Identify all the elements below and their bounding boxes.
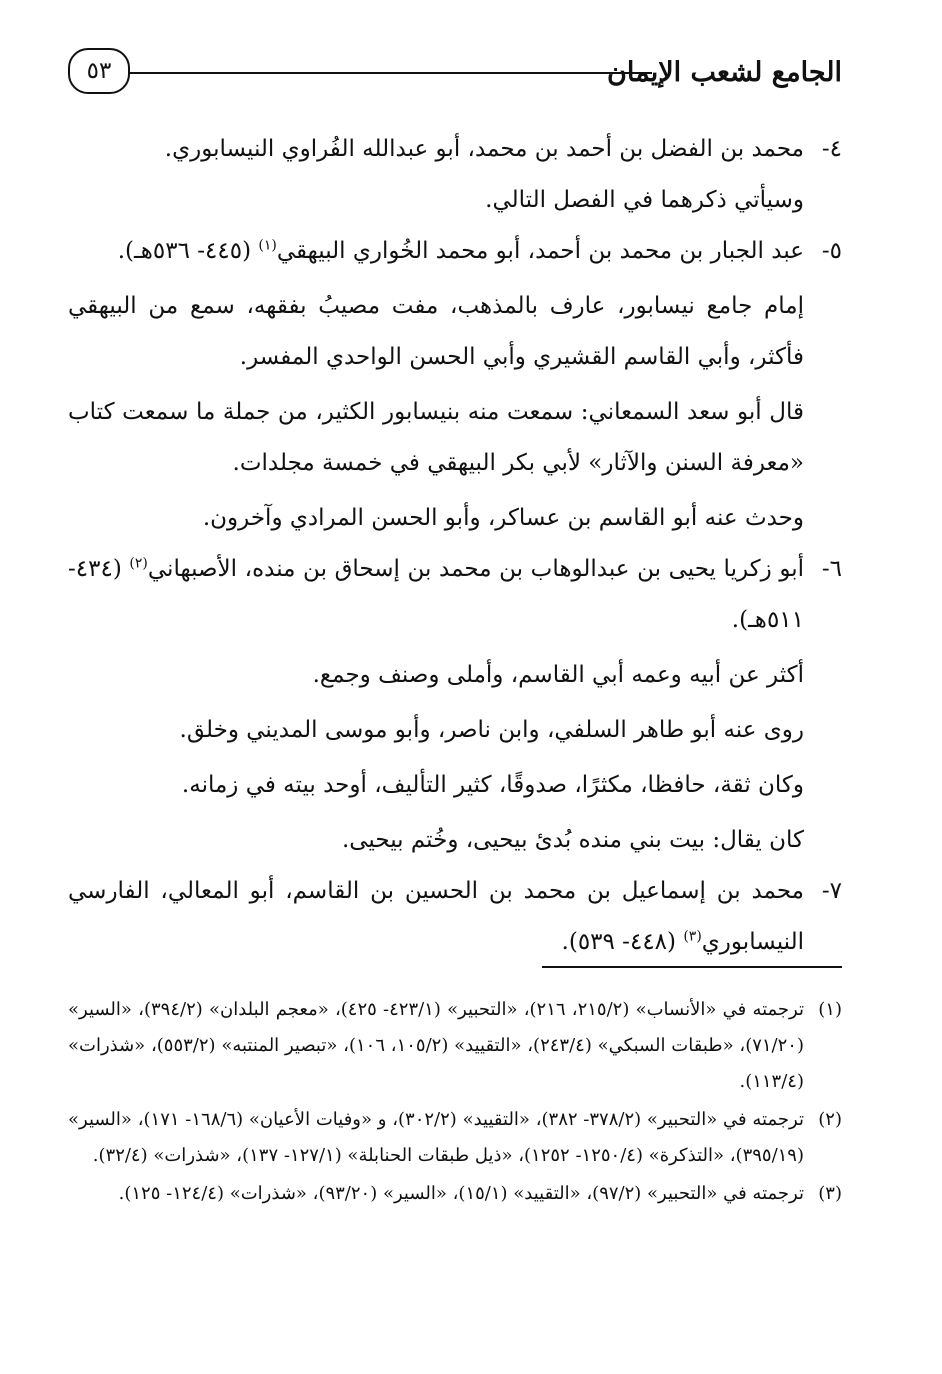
footnotes [68,992,842,1214]
footnote-number: (١) [818,999,842,1020]
entry-dates: (٤٣٤- ٥١١هـ). [68,556,804,633]
entry-5-paragraph: إمام جامع نيسابور، عارف بالمذهب، مفت مصيبُ بفقهه، سمع من البيهقي فأكثر، وأبي القاسم القشيري وأبي الحسن الواحدي المفسر. [68,293,804,370]
entry-5 [68,226,842,277]
entry-6-paragraph: وكان ثقة، حافظا، مكثرًا، صدوقًا، كثير التأليف، أوحد بيته في زمانه. [181,772,804,798]
footnote-3 [68,1176,842,1212]
entry-6-paragraph: روى عنه أبو طاهر السلفي، وابن ناصر، وأبو موسى المديني وخلق. [179,717,804,743]
footnote-ref: (٢) [129,555,148,572]
footnote-number: (٣) [818,1183,842,1204]
entry-dates: (٤٤٨- ٥٣٩). [561,929,684,955]
entry-text: أبو زكريا يحيى بن عبدالوهاب بن محمد بن إسحاق بن منده، الأصبهاني [147,556,804,582]
footnote-ref: (٣) [683,928,702,945]
entry-5-paragraph: وحدث عنه أبو القاسم بن عساكر، وأبو الحسن المرادي وآخرون. [202,505,804,531]
entry-6 [68,544,842,646]
entry-7 [68,866,842,968]
footnote-number: (٢) [818,1109,842,1130]
entry-number: ٧- [821,878,842,904]
running-header-title: الجامع لشعب الإيمان [607,57,842,88]
footnote-text: ترجمته في «التحبير» (٣٧٨/٢- ٣٨٢)، «التقييد» (٣٠٢/٢)، و «وفيات الأعيان» (١٦٨/٦- ١٧١)، «السير» (٣٩٥/١٩)، «التذكرة» (١٢٥٠/٤- ١٢٥٢)، «ذيل طبقات الحنابلة» (١٢٧/١- ١٣٧)، «شذرات» (٣٢/٤). [68,1109,804,1166]
page-number: ٥٣ [68,48,130,94]
footnote-divider [542,966,842,968]
header-divider [130,72,652,74]
entry-6-paragraph: أكثر عن أبيه وعمه أبي القاسم، وأملى وصنف وجمع. [312,662,804,688]
footnote-ref: (١) [258,237,277,254]
entry-5-paragraph: قال أبو سعد السمعاني: سمعت منه بنيسابور الكثير، من جملة ما سمعت كتاب «معرفة السنن والآثار» لأبي بكر البيهقي في خمسة مجلدات. [68,399,804,476]
entry-number: ٦- [821,556,842,582]
entry-dates: (٤٤٥- ٥٣٦هـ). [117,238,259,264]
entry-text: محمد بن إسماعيل بن محمد بن الحسين بن القاسم، أبو المعالي، الفارسي النيسابوري [68,878,804,955]
footnote-2 [68,1102,842,1174]
entry-4-note: وسيأتي ذكرهما في الفصل التالي. [485,187,804,213]
entry-4 [68,124,842,175]
entry-text: عبد الجبار بن محمد بن أحمد، أبو محمد الخُواري البيهقي [276,238,804,264]
footnote-1 [68,992,842,1100]
entry-text: محمد بن الفضل بن أحمد بن محمد، أبو عبدالله الفُراوي النيسابوري. [164,136,804,162]
entry-number: ٥- [821,238,842,264]
main-text [68,124,842,968]
entry-number: ٤- [821,136,842,162]
footnote-text: ترجمته في «الأنساب» (٢١٥/٢، ٢١٦)، «التحبير» (٤٢٣/١- ٤٢٥)، «معجم البلدان» (٣٩٤/٢)، «السير» (٧١/٢٠)، «طبقات السبكي» (٢٤٣/٤)، «التقييد» (١٠٥/٢، ١٠٦)، «تبصير المنتبه» (٥٥٣/٢)، «شذرات» (١١٣/٤). [68,999,805,1092]
footnote-text: ترجمته في «التحبير» (٩٧/٢)، «التقييد» (١٥/١)، «السير» (٩٣/٢٠)، «شذرات» (١٢٤/٤- ١٢٥). [118,1183,804,1204]
entry-6-paragraph: كان يقال: بيت بني منده بُدئ بيحيى، وخُتم بيحيى. [341,827,804,853]
